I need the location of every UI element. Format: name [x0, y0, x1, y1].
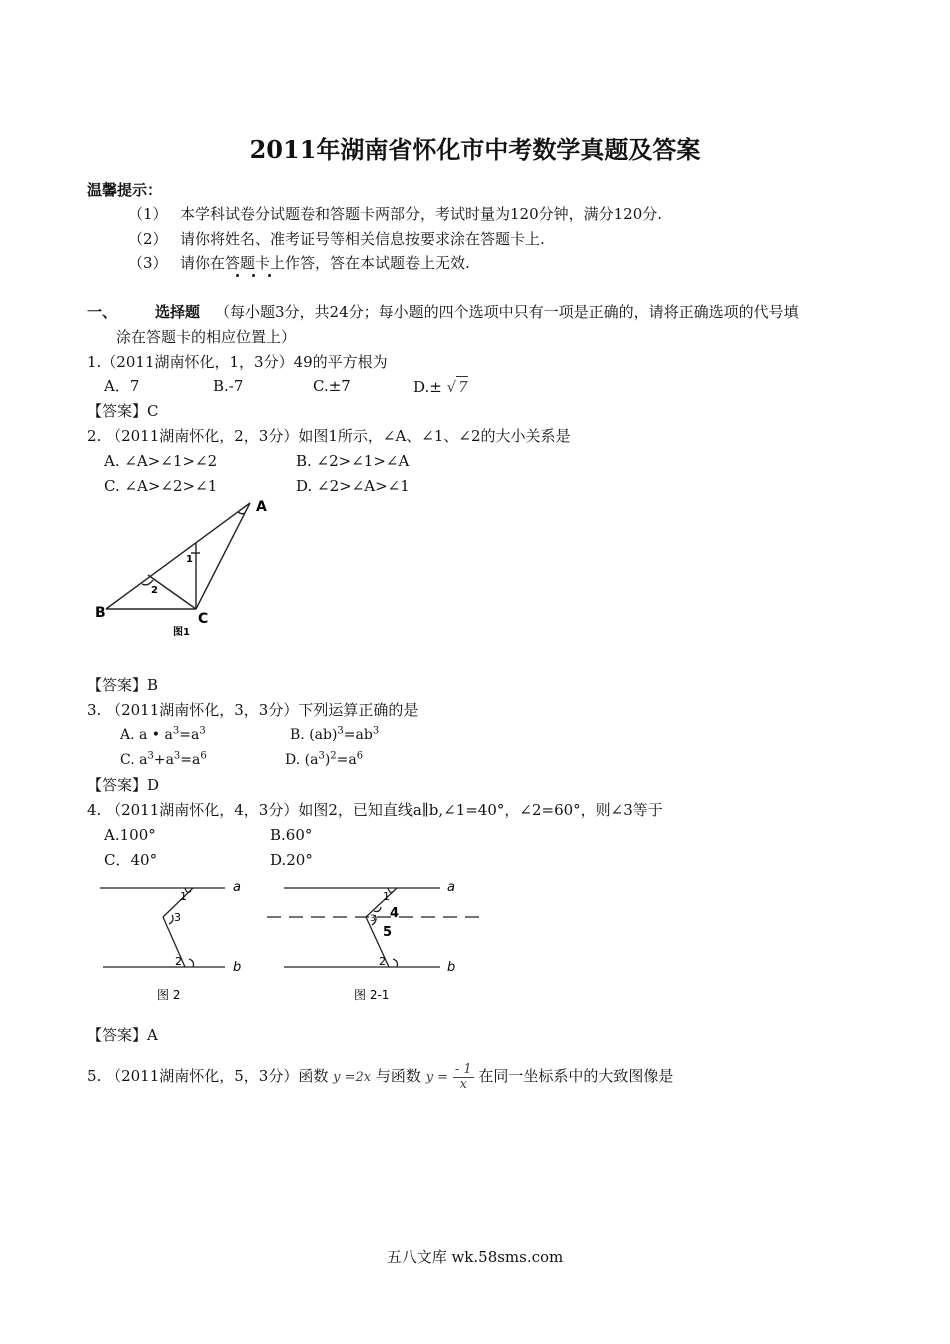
fig1-label-B: B — [95, 605, 106, 621]
tip-num-3: （3） — [128, 254, 168, 272]
q1-option-d — [413, 376, 468, 397]
q1-stem: 1.（2011湖南怀化，1，3分）49的平方根为 — [87, 353, 388, 371]
q4-option-b: B.60° — [270, 826, 313, 844]
q1-option-d-prefix: D.± — [413, 378, 442, 396]
fig21-label-b: b — [447, 960, 456, 975]
q5-function-1: y =2x — [333, 1070, 372, 1085]
q2-option-d: D. ∠2>∠A>∠1 — [296, 477, 410, 495]
fig1-label-A: A — [256, 499, 267, 515]
fig2-caption: 图 2 — [157, 988, 181, 1002]
fig21-label-4: 4 — [390, 906, 400, 921]
section-desc-line2: 涂在答题卡的相应位置上） — [116, 328, 297, 346]
q5-stem-pre: 5. （2011湖南怀化，5，3分）函数 — [87, 1067, 329, 1085]
q5-stem — [87, 1060, 673, 1094]
tip-num-1: （1） — [128, 205, 168, 223]
fig21-label-3: 3 — [370, 914, 376, 924]
tip-text-2: 请你将姓名、准考证号等相关信息按要求涂在答题卡上. — [180, 230, 545, 248]
q5-function-2-lhs: y = — [425, 1070, 449, 1085]
q2-stem: 2. （2011湖南怀化，2，3分）如图1所示，∠A、∠1、∠2的大小关系是 — [87, 427, 571, 445]
emphasis-dots — [236, 274, 276, 278]
q1-option-c: C.±7 — [313, 377, 351, 395]
q1-option-b: B.-7 — [213, 377, 244, 395]
q4-stem: 4. （2011湖南怀化，4，3分）如图2，已知直线a∥b,∠1=40°，∠2=60°，则∠3等于 — [87, 801, 663, 819]
q3-answer: 【答案】D — [87, 776, 160, 794]
q5-stem-mid: 与函数 — [375, 1067, 421, 1085]
page-title: 2011年湖南省怀化市中考数学真题及答案 — [249, 135, 701, 164]
sqrt-symbol: √ — [446, 378, 457, 396]
q5-function-2-fraction — [453, 1063, 474, 1092]
q4-option-a: A.100° — [104, 826, 156, 844]
q1-option-d-radicand: 7 — [458, 378, 468, 396]
fig2-label-b: b — [233, 960, 242, 975]
q3-stem: 3. （2011湖南怀化，3，3分）下列运算正确的是 — [87, 701, 419, 719]
tip-num-2: （2） — [128, 230, 168, 248]
q3-option-d: D. $(a^3)^2=a^6$ — [285, 750, 364, 768]
q1-option-a: A．7 — [104, 377, 140, 395]
q3-option-a: A. a • $a^3=a^3$ — [120, 725, 206, 743]
page-footer: 五八文库 wk.58sms.com — [386, 1248, 564, 1266]
q4-answer: 【答案】A — [87, 1026, 158, 1044]
fig2-label-2: 2 — [175, 955, 182, 968]
figure-2-1-parallel-lines — [262, 875, 492, 1010]
q5-fraction-numerator: - 1 — [454, 1061, 472, 1077]
q2-option-a: A. ∠A>∠1>∠2 — [104, 452, 218, 470]
q5-fraction-denominator: x — [459, 1076, 467, 1092]
q3-option-b: B. $(ab)^3=ab^3$ — [290, 725, 380, 743]
tip-text-3: 请你在答题卡上作答，答在本试题卷上无效. — [180, 254, 470, 272]
figure-2-parallel-lines — [95, 875, 255, 1010]
tip-text-1: 本学科试卷分试题卷和答题卡两部分，考试时量为120分钟，满分120分. — [180, 205, 663, 223]
fig2-label-1: 1 — [180, 890, 187, 903]
fig1-caption: 图1 — [173, 627, 190, 638]
q3-option-c: C. $a^3+a^3=a^6$ — [120, 750, 207, 768]
fig1-label-1: 1 — [186, 554, 193, 565]
fig2-label-3: 3 — [174, 911, 181, 924]
section-desc-line1: （每小题3分，共24分；每小题的四个选项中只有一项是正确的，请将正确选项的代号填 — [215, 303, 799, 321]
section-name: 选择题 — [155, 303, 201, 321]
q1-answer: 【答案】C — [87, 402, 159, 420]
tips-heading: 温馨提示： — [87, 181, 163, 199]
fig21-label-1: 1 — [383, 890, 390, 903]
fig2-label-a: a — [233, 880, 241, 895]
q2-option-c: C. ∠A>∠2>∠1 — [104, 477, 218, 495]
q4-option-d: D.20° — [270, 851, 313, 869]
q2-option-b: B. ∠2>∠1>∠A — [296, 452, 410, 470]
fig1-label-2: 2 — [151, 585, 158, 596]
q2-answer: 【答案】B — [87, 676, 159, 694]
fig1-label-C: C — [198, 611, 209, 627]
section-number: 一、 — [87, 303, 118, 321]
q5-stem-post: 在同一坐标系中的大致图像是 — [478, 1067, 674, 1085]
figure-1-triangle — [90, 495, 280, 645]
fig21-caption: 图 2-1 — [354, 988, 390, 1002]
fig21-label-5: 5 — [383, 925, 393, 940]
fig21-label-a: a — [447, 880, 455, 895]
fig21-label-2: 2 — [379, 955, 386, 968]
q4-option-c: C．40° — [104, 851, 158, 869]
